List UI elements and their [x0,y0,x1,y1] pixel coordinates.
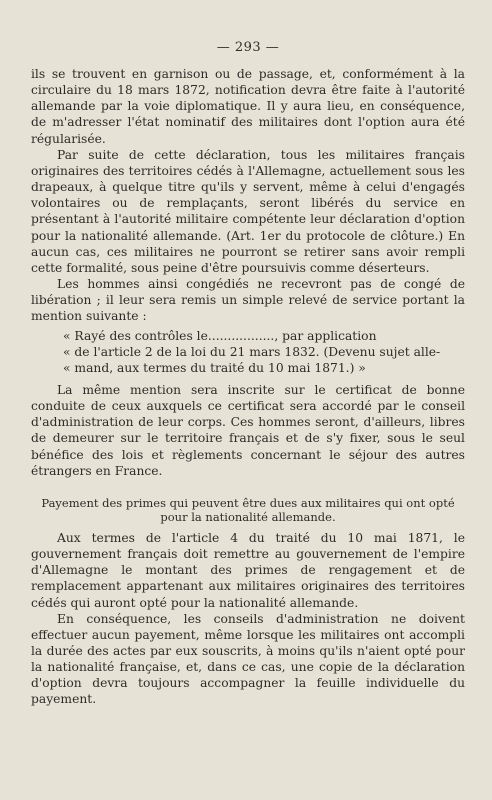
page-number: — 293 — [216,40,280,55]
mention-quote [31,328,465,376]
section-spacer [31,479,465,486]
paragraph-declaration: Par suite de cette déclaration, tous les militaires français originaires des territoires cédés à l'Allemagne, actuellement sous les drapeaux, à quelque titre qu'ils y servent, même à celui d'engagés volontaires ou de remplaçants, seront libérés du service en présentant à l'autorité militaire compétente leur déclaration d'option pour la nationalité allemande. (Art. 1er du protocole de clôture.) En aucun cas, ces militaires ne pourront se retirer sans avoir rempli cette formalité, sous peine d'être poursuivis comme déserteurs. [31,147,465,275]
quote-line: « mand, aux termes du traité du 10 mai 1871.) » [63,360,366,375]
quote-line: « de l'article 2 de la loi du 21 mars 1832. (Devenu sujet alle- [63,344,441,359]
quote-line: « Rayé des contrôles le................., par application [63,328,377,343]
paragraph-consequence: En conséquence, les conseils d'administration ne doivent effectuer aucun payement, même lorsque les militaires ont accompli la durée des actes par eux souscrits, à moins qu'ils n'aient opté pour la nationalité française, et, dans ce cas, une copie de la déclaration d'option devra toujours accompagner la feuille individuelle du payement. [31,611,465,707]
section-title: Payement des primes qui peuvent être dues aux militaires qui ont opté pour la nationalité allemande. [41,495,455,524]
paragraph-continuation: ils se trouvent en garnison ou de passage, et, conformément à la circulaire du 18 mars 1872, notification devra être faite à l'autorité allemande par la voie diplomatique. Il y aura lieu, en conséquence, de m'adresser l'état nominatif des militaires dont l'option aura été régularisée. [31,67,465,146]
paragraph-conges: Les hommes ainsi congédiés ne recevront pas de congé de libération ; il leur sera remis un simple relevé de service portant la mention suivante : [31,277,465,324]
paragraph-article-4: Aux termes de l'article 4 du traité du 10 mai 1871, le gouvernement français doit remettre au gouvernement de l'empire d'Allemagne le montant des primes de rengagement et de remplacement appartenant aux militaires originaires des territoires cédés qui auront opté pour la nationalité allemande. [31,530,465,610]
paragraph-mention: La même mention sera inscrite sur le certificat de bonne conduite de ceux auxquels ce certificat sera accordé par le conseil d'administration de leur corps. Ces hommes seront, d'ailleurs, libres de demeurer sur le territoire français et de s'y fixer, sous le seul bénéfice des lois et règlements concernant le séjour des autres étrangers en France. [31,382,465,478]
